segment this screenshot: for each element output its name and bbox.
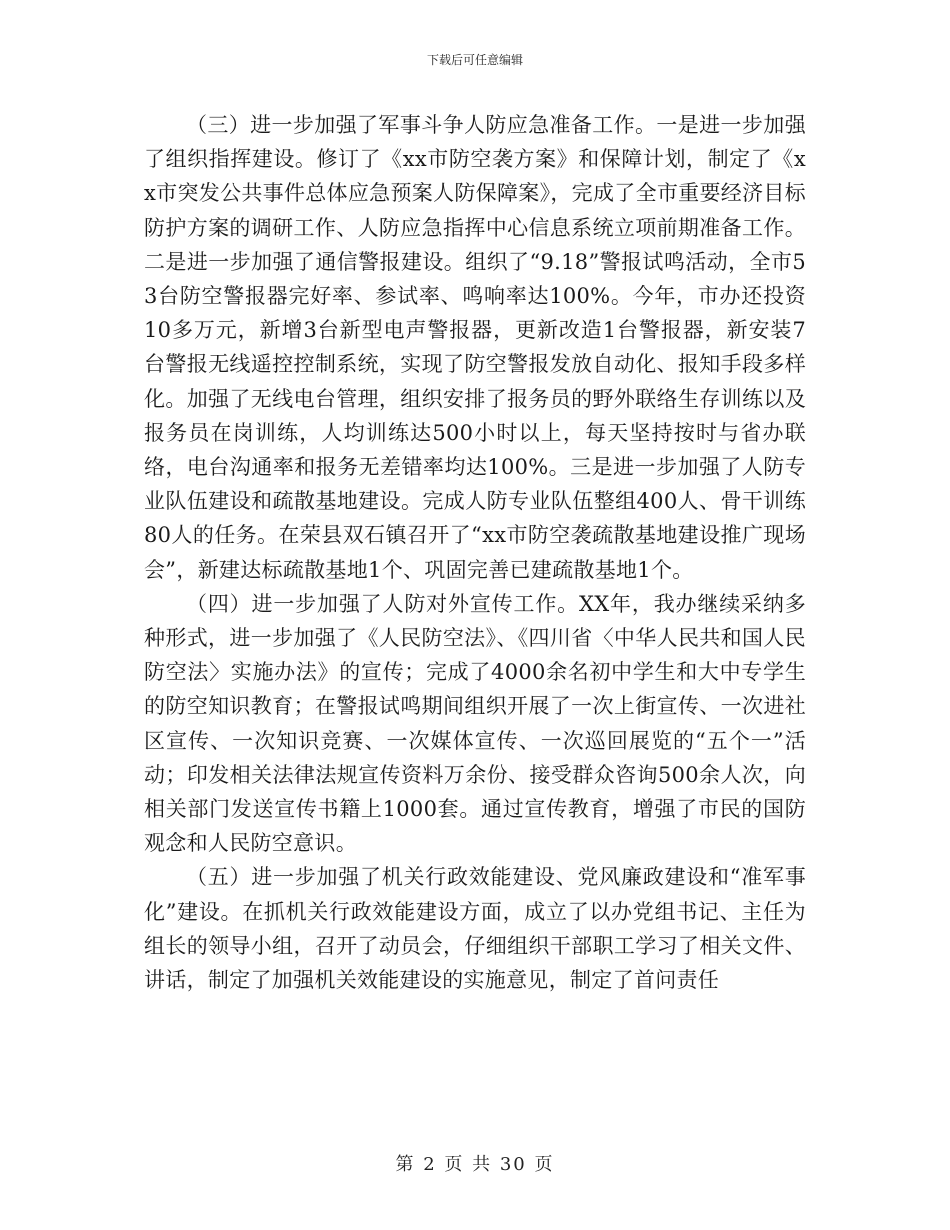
paragraph-section-3: （三）进一步加强了军事斗争人防应急准备工作。一是进一步加强了组织指挥建设。修订了《xx市防空袭方案》和保障计划，制定了《xx市突发公共事件总体应急预案人防保障案》，完成了全市重要经济目标防护方案的调研工作、人防应急指挥中心信息系统立项前期准备工作。二是进一步加强了通信警报建设。组织了“9.18”警报试鸣活动，全市53台防空警报器完好率、参试率、鸣响率达100%。今年，市办还投资10多万元，新增3台新型电声警报器，更新改造1台警报器，新安装7台警报无线遥控控制系统，实现了防空警报发放自动化、报知手段多样化。加强了无线电台管理，组织安排了报务员的野外联络生存训练以及报务员在岗训练，人均训练达500小时以上，每天坚持按时与省办联络，电台沟通率和报务无差错率均达100%。三是进一步加强了人防专业队伍建设和疏散基地建设。完成人防专业队伍整组400人、骨干训练80人的任务。在荣县双石镇召开了“xx市防空袭疏散基地建设推广现场会”，新建达标疏散基地1个、巩固完善已建疏散基地1个。 xyxy=(144,113,806,582)
paragraph-section-5: （五）进一步加强了机关行政效能建设、党风廉政建设和“准军事化”建设。在抓机关行政效能建设方面，成立了以办党组书记、主任为组长的领导小组，召开了动员会，仔细组织干部职工学习了相关文件、讲话，制定了加强机关效能建设的实施意见，制定了首问责任 xyxy=(144,865,806,993)
page-footer: 第 2 页 共 30 页 xyxy=(395,1154,555,1175)
page-header: 下载后可任意编辑 xyxy=(426,53,523,67)
paragraph-section-4: （四）进一步加强了人防对外宣传工作。XX年，我办继续采纳多种形式，进一步加强了《人民防空法》、《四川省〈中华人民共和国人民防空法〉实施办法》的宣传；完成了4000余名初中学生和大中专学生的防空知识教育；在警报试鸣期间组织开展了一次上街宣传、一次进社区宣传、一次知识竞赛、一次媒体宣传、一次巡回展览的“五个一”活动；印发相关法律法规宣传资料万余份、接受群众咨询500余人次，向相关部门发送宣传书籍上1000套。通过宣传教育，增强了市民的国防观念和人民防空意识。 xyxy=(144,591,806,856)
document-body xyxy=(144,108,806,997)
